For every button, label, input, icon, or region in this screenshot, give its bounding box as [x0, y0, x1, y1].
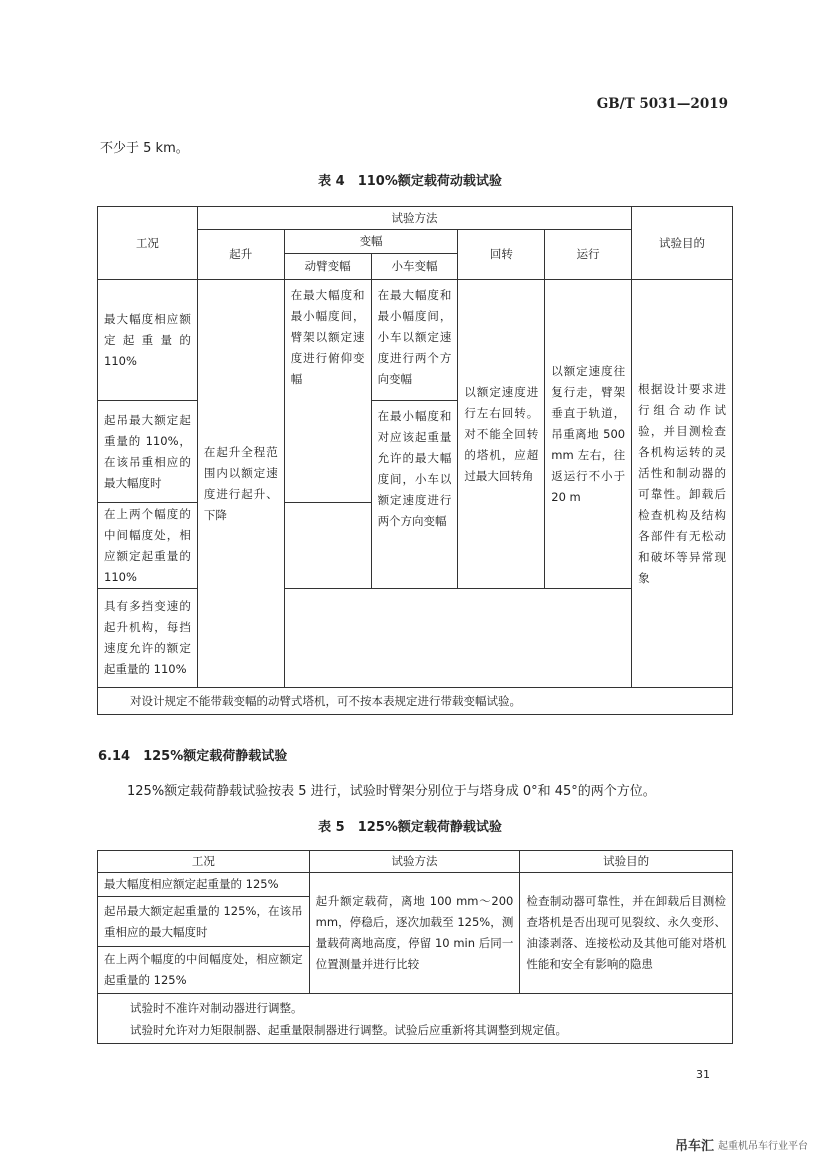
t4-condition-row: 最大幅度相应额定起重量的 110%	[98, 280, 198, 401]
intro-line: 不少于 5 km。	[100, 141, 189, 156]
t4-hoist-method: 在起升全程范围内以额定速度进行起升、下降	[197, 280, 284, 688]
table5	[97, 850, 733, 1044]
t5-notes	[98, 994, 733, 1044]
standard-number: GB/T 5031—2019	[596, 96, 728, 112]
t4-empty-cell	[284, 503, 371, 589]
t4-note: 对设计规定不能带载变幅的动臂式塔机，可不按本表规定进行带载变幅试验。	[98, 688, 733, 715]
t5-header-method: 试验方法	[309, 851, 520, 873]
t5-condition-row: 最大幅度相应额定起重量的 125%	[98, 873, 310, 897]
t4-header-hoist: 起升	[197, 230, 284, 280]
t5-note-2: 试验时允许对力矩限制器、起重量限制器进行调整。试验后应重新将其调整到规定值。	[130, 1022, 567, 1037]
t4-boom-luff-method: 在最大幅度和最小幅度间，臂架以额定速度进行俯仰变幅	[284, 280, 371, 503]
table4	[97, 206, 733, 715]
logo-name: 吊车汇	[674, 1139, 714, 1154]
t5-condition-row: 起吊最大额定起重量的 125%，在该吊重相应的最大幅度时	[98, 897, 310, 947]
t4-header-travel: 运行	[545, 230, 632, 280]
t4-header-boom-luff: 动臂变幅	[284, 254, 371, 280]
t5-purpose: 检查制动器可靠性，并在卸载后目测检查塔机是否出现可见裂纹、永久变形、油漆剥落、连接松动及其他可能对塔机性能和安全有影响的隐患	[520, 873, 733, 994]
table4-caption: 表 4 110%额定载荷动载试验	[318, 174, 502, 189]
site-logo	[675, 1135, 808, 1154]
logo-slogan: 起重机吊车行业平台	[718, 1141, 808, 1152]
section-paragraph: 125%额定载荷静载试验按表 5 进行，试验时臂架分别位于与塔身成 0°和 45°的两个方位。	[127, 784, 656, 799]
t4-header-method: 试验方法	[197, 207, 631, 230]
t5-condition-row: 在上两个幅度的中间幅度处，相应额定起重量的 125%	[98, 947, 310, 994]
t4-slew-method: 以额定速度进行左右回转。对不能全回转的塔机，应超过最大回转角	[458, 280, 545, 589]
t4-trolley-luff-method-1: 在最大幅度和最小幅度间，小车以额定速度进行两个方向变幅	[371, 280, 458, 401]
t4-condition-row: 具有多挡变速的起升机构，每挡速度允许的额定起重量的 110%	[98, 589, 198, 688]
t5-header-purpose: 试验目的	[520, 851, 733, 873]
t5-note-1: 试验时不准许对制动器进行调整。	[130, 1000, 303, 1015]
t4-condition-row: 起吊最大额定起重量的 110%，在该吊重相应的最大幅度时	[98, 401, 198, 503]
t4-trolley-luff-method-2: 在最小幅度和对应该起重量允许的最大幅度间，小车以额定速度进行两个方向变幅	[371, 401, 458, 589]
t4-empty-cell	[284, 589, 631, 688]
t5-header-condition: 工况	[98, 851, 310, 873]
page-number: 31	[696, 1068, 710, 1081]
t4-header-slew: 回转	[458, 230, 545, 280]
t5-method: 起升额定载荷，离地 100 mm～200 mm，停稳后，逐次加载至 125%，测量载荷离地高度，停留 10 min 后同一位置测量并进行比较	[309, 873, 520, 994]
table5-caption: 表 5 125%额定载荷静载试验	[318, 820, 502, 835]
t4-header-condition: 工况	[98, 207, 198, 280]
t4-header-trolley-luff: 小车变幅	[371, 254, 458, 280]
t4-travel-method: 以额定速度往复行走，臂架垂直于轨道，吊重离地 500 mm 左右，往返运行不小于 20 m	[545, 280, 632, 589]
t4-header-luff: 变幅	[284, 230, 458, 254]
section-heading: 6.14 125%额定载荷静载试验	[98, 749, 288, 764]
t4-condition-row: 在上两个幅度的中间幅度处，相应额定起重量的 110%	[98, 503, 198, 589]
t4-purpose: 根据设计要求进行组合动作试验，并目测检查各机构运转的灵活性和制动器的可靠性。卸载后检查机构及结构各部件有无松动和破坏等异常现象	[632, 280, 733, 688]
t4-header-purpose: 试验目的	[632, 207, 733, 280]
